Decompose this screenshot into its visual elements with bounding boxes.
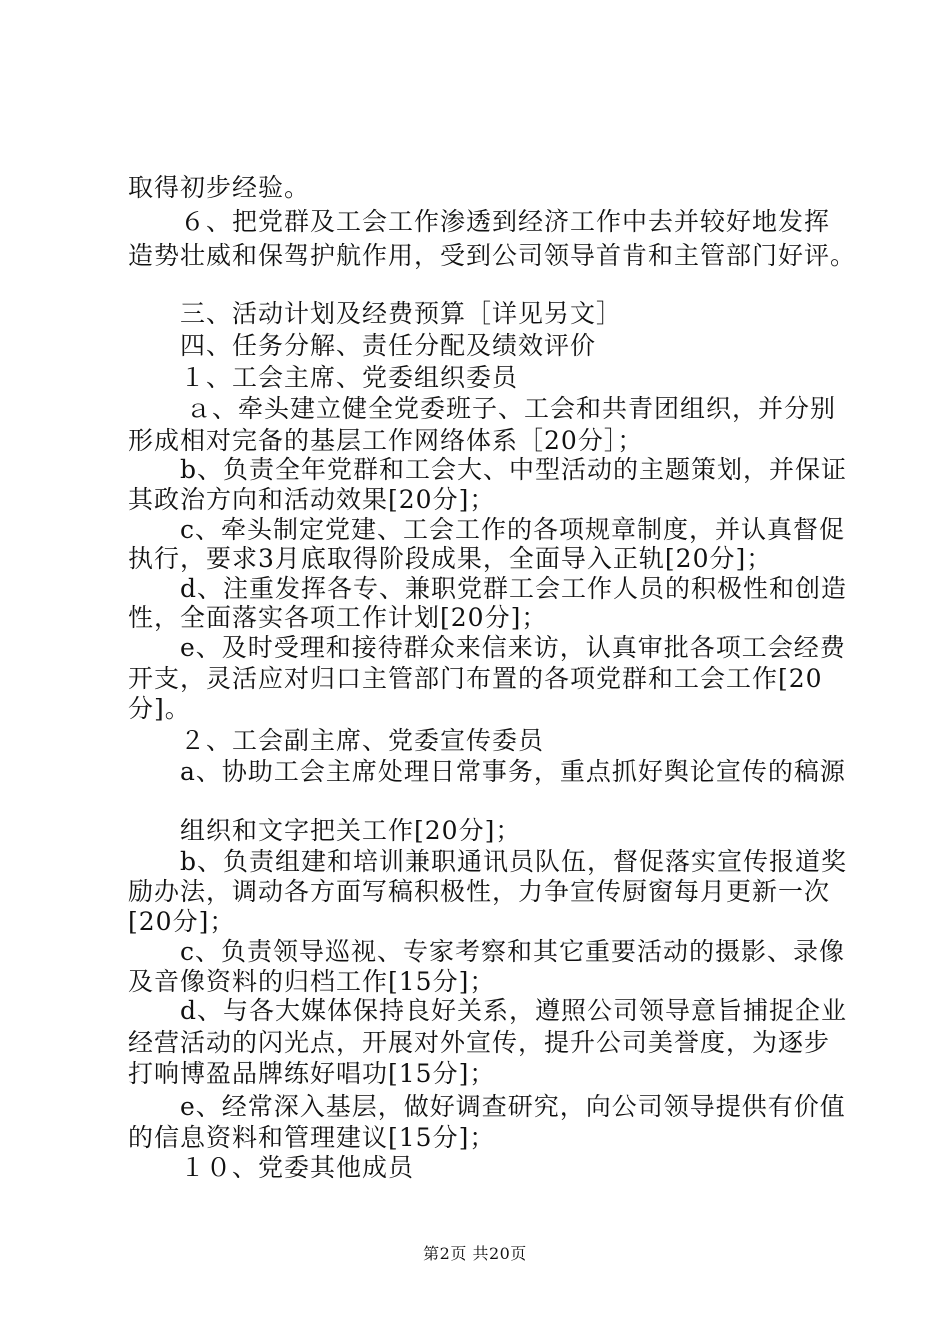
body-line: [20分]； — [128, 907, 236, 936]
body-line: 组织和文字把关工作[20分]； — [180, 816, 522, 845]
body-line: 执行，要求3月底取得阶段成果，全面导入正轨[20分]； — [128, 544, 773, 573]
body-line: 形成相对完备的基层工作网络体系［20分］； — [128, 426, 644, 455]
body-line: a、协助工会主席处理日常事务，重点抓好舆论宣传的稿源 — [180, 757, 846, 786]
subsection-heading: ２、工会副主席、党委宣传委员 — [180, 726, 545, 755]
body-line: 开支，灵活应对归口主管部门布置的各项党群和工会工作[20 — [128, 664, 823, 693]
subsection-heading: １、工会主席、党委组织委员 — [180, 363, 519, 392]
body-line: 其政治方向和活动效果[20分]； — [128, 485, 496, 514]
subsection-heading: １０、党委其他成员 — [180, 1153, 415, 1182]
page-footer: 第2页 共20页 — [423, 1244, 527, 1263]
body-line: c、牵头制定党建、工会工作的各项规章制度，并认真督促 — [180, 515, 846, 544]
body-line: 取得初步经验。 — [128, 173, 311, 202]
body-line: 打响博盈品牌练好唱功[15分]； — [128, 1059, 496, 1088]
body-line: b、负责组建和培训兼职通讯员队伍，督促落实宣传报道奖 — [180, 847, 848, 876]
body-line: d、注重发挥各专、兼职党群工会工作人员的积极性和创造 — [180, 574, 848, 603]
body-line: 及音像资料的归档工作[15分]； — [128, 967, 496, 996]
body-line: b、负责全年党群和工会大、中型活动的主题策划，并保证 — [180, 455, 848, 484]
body-line: 励办法，调动各方面写稿积极性，力争宣传厨窗每月更新一次 — [128, 877, 831, 906]
body-line: 分]。 — [128, 694, 191, 723]
body-line: d、与各大媒体保持良好关系，遵照公司领导意旨捕捉企业 — [180, 996, 848, 1025]
body-line: c、负责领导巡视、专家考察和其它重要活动的摄影、录像 — [180, 937, 846, 966]
body-line: 性，全面落实各项工作计划[20分]； — [128, 603, 548, 632]
section-heading: 四、任务分解、责任分配及绩效评价 — [180, 331, 597, 360]
body-line: 的信息资料和管理建议[15分]； — [128, 1123, 496, 1152]
section-heading: 三、活动计划及经费预算［详见另文］ — [180, 299, 623, 328]
body-line: e、经常深入基层，做好调查研究，向公司领导提供有价值 — [180, 1092, 846, 1121]
body-line: ６、把党群及工会工作渗透到经济工作中去并较好地发挥 — [180, 207, 831, 236]
body-line: 造势壮威和保驾护航作用，受到公司领导首肯和主管部门好评。 — [128, 241, 857, 270]
body-line: 经营活动的闪光点，开展对外宣传，提升公司美誉度，为逐步 — [128, 1028, 831, 1057]
body-line: e、及时受理和接待群众来信来访，认真审批各项工会经费 — [180, 633, 846, 662]
body-line: ａ、牵头建立健全党委班子、工会和共青团组织，并分别 — [186, 394, 837, 423]
